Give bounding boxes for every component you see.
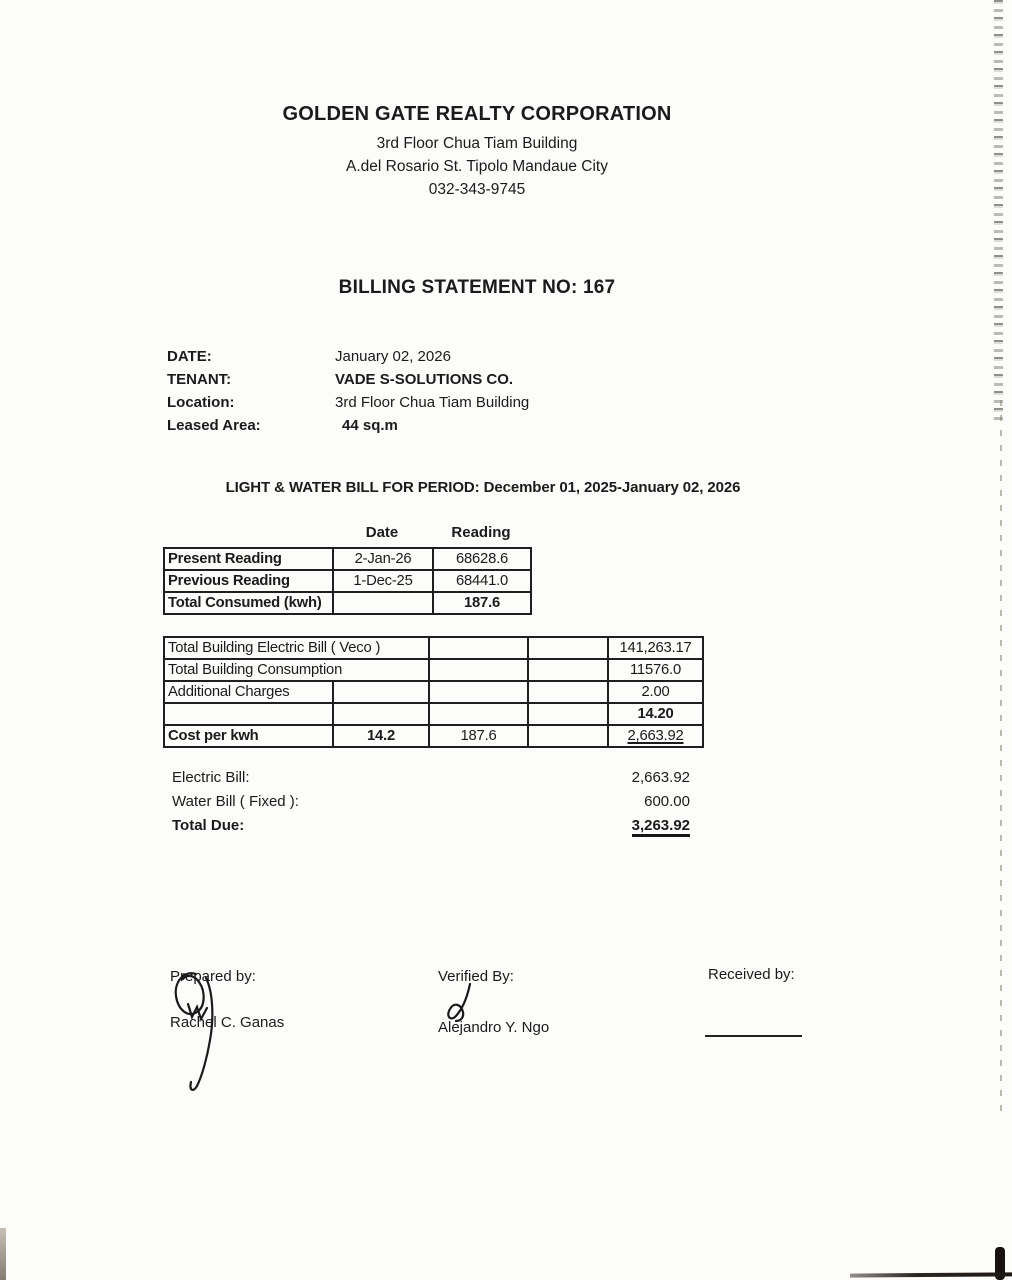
received-by-signature-line — [705, 1035, 802, 1037]
row-label: Total Building Consumption — [164, 659, 429, 681]
date-value: January 02, 2026 — [335, 348, 451, 365]
charges-row-blank — [164, 703, 703, 725]
tenant-label: TENANT: — [167, 371, 232, 388]
row-value: 141,263.17 — [608, 637, 703, 659]
company-phone: 032-343-9745 — [428, 181, 526, 198]
row-label: Total Building Electric Bill ( Veco ) — [164, 637, 429, 659]
row-label: Cost per kwh — [164, 725, 333, 747]
prepared-signature-ink — [176, 973, 213, 1090]
row-rate: 14.2 — [333, 725, 429, 747]
date-label: DATE: — [167, 348, 212, 365]
readings-row-present — [164, 548, 531, 570]
info-row-tenant — [167, 368, 529, 391]
tenant-value: VADE S-SOLUTIONS CO. — [335, 371, 514, 388]
charges-row-electric-bill — [164, 637, 703, 659]
electric-bill-value — [500, 766, 690, 790]
company-name: GOLDEN GATE REALTY CORPORATION — [282, 103, 672, 125]
prepared-by-name: Rachel C. Ganas — [170, 1014, 285, 1031]
received-by-label: Received by: — [708, 966, 795, 983]
readings-row-previous — [164, 570, 531, 592]
verified-by-name: Alejandro Y. Ngo — [438, 1019, 550, 1036]
company-address-line2: A.del Rosario St. Tipolo Mandaue City — [346, 158, 608, 175]
electric-bill-label: Electric Bill: — [172, 769, 250, 786]
charges-table — [163, 636, 704, 748]
electric-bill-amount: 2,663.92 — [631, 769, 690, 786]
row-cell — [528, 681, 608, 703]
row-consumed: 187.6 — [429, 725, 528, 747]
charges-row-consumption — [164, 659, 703, 681]
row-cell — [429, 637, 528, 659]
row-cell — [429, 659, 528, 681]
row-cell — [528, 637, 608, 659]
row-label — [164, 703, 333, 725]
info-row-leased-area — [167, 414, 529, 437]
readings-table — [163, 547, 532, 615]
row-date — [333, 592, 433, 614]
row-value: 2,663.92 — [608, 725, 703, 747]
scan-edge-artifact-bottom-left — [0, 1228, 6, 1280]
row-cell — [528, 725, 608, 747]
total-due-value — [500, 814, 690, 838]
row-cell — [528, 659, 608, 681]
row-cell — [333, 681, 429, 703]
scan-edge-artifact-right-mid — [1000, 400, 1002, 1120]
location-label: Location: — [167, 394, 235, 411]
scan-edge-artifact-right-top — [994, 0, 1003, 420]
scan-edge-artifact-bottom-line — [850, 1272, 1012, 1277]
total-due-label: Total Due: — [172, 817, 245, 834]
company-address-line1: 3rd Floor Chua Tiam Building — [376, 135, 578, 152]
row-reading: 68628.6 — [433, 548, 531, 570]
info-row-location — [167, 391, 529, 414]
row-date: 2-Jan-26 — [333, 548, 433, 570]
company-header — [0, 103, 954, 201]
period-title: LIGHT & WATER BILL FOR PERIOD: December 01, 2025-January 02, 2026 — [225, 479, 741, 496]
row-value: 2.00 — [608, 681, 703, 703]
row-cell — [528, 703, 608, 725]
leased-area-value: 44 sq.m — [342, 417, 398, 434]
row-cell — [333, 703, 429, 725]
leased-area-label: Leased Area: — [167, 417, 261, 434]
water-bill-value — [500, 790, 690, 814]
verified-by-label: Verified By: — [438, 968, 514, 985]
row-label: Previous Reading — [164, 570, 333, 592]
statement-title: BILLING STATEMENT NO: 167 — [338, 277, 616, 298]
billing-info-block — [167, 345, 529, 437]
info-row-date — [167, 345, 529, 368]
row-label: Additional Charges — [164, 681, 333, 703]
readings-col-header-reading: Reading — [451, 524, 511, 541]
row-value: 14.20 — [608, 703, 703, 725]
row-date: 1-Dec-25 — [333, 570, 433, 592]
row-reading: 68441.0 — [433, 570, 531, 592]
readings-row-total-consumed — [164, 592, 531, 614]
verified-signature-ink — [448, 984, 470, 1021]
row-label: Total Consumed (kwh) — [164, 592, 333, 614]
readings-col-header-date: Date — [365, 524, 399, 541]
prepared-by-label: Prepared by: — [170, 968, 256, 985]
water-bill-label: Water Bill ( Fixed ): — [172, 793, 299, 810]
row-value: 11576.0 — [608, 659, 703, 681]
charges-row-additional — [164, 681, 703, 703]
row-reading: 187.6 — [433, 592, 531, 614]
charges-row-cost-per-kwh — [164, 725, 703, 747]
row-cell — [429, 703, 528, 725]
total-due-amount: 3,263.92 — [632, 817, 690, 837]
row-cell — [429, 681, 528, 703]
location-value: 3rd Floor Chua Tiam Building — [335, 394, 530, 411]
row-label: Present Reading — [164, 548, 333, 570]
water-bill-amount: 600.00 — [644, 793, 690, 810]
